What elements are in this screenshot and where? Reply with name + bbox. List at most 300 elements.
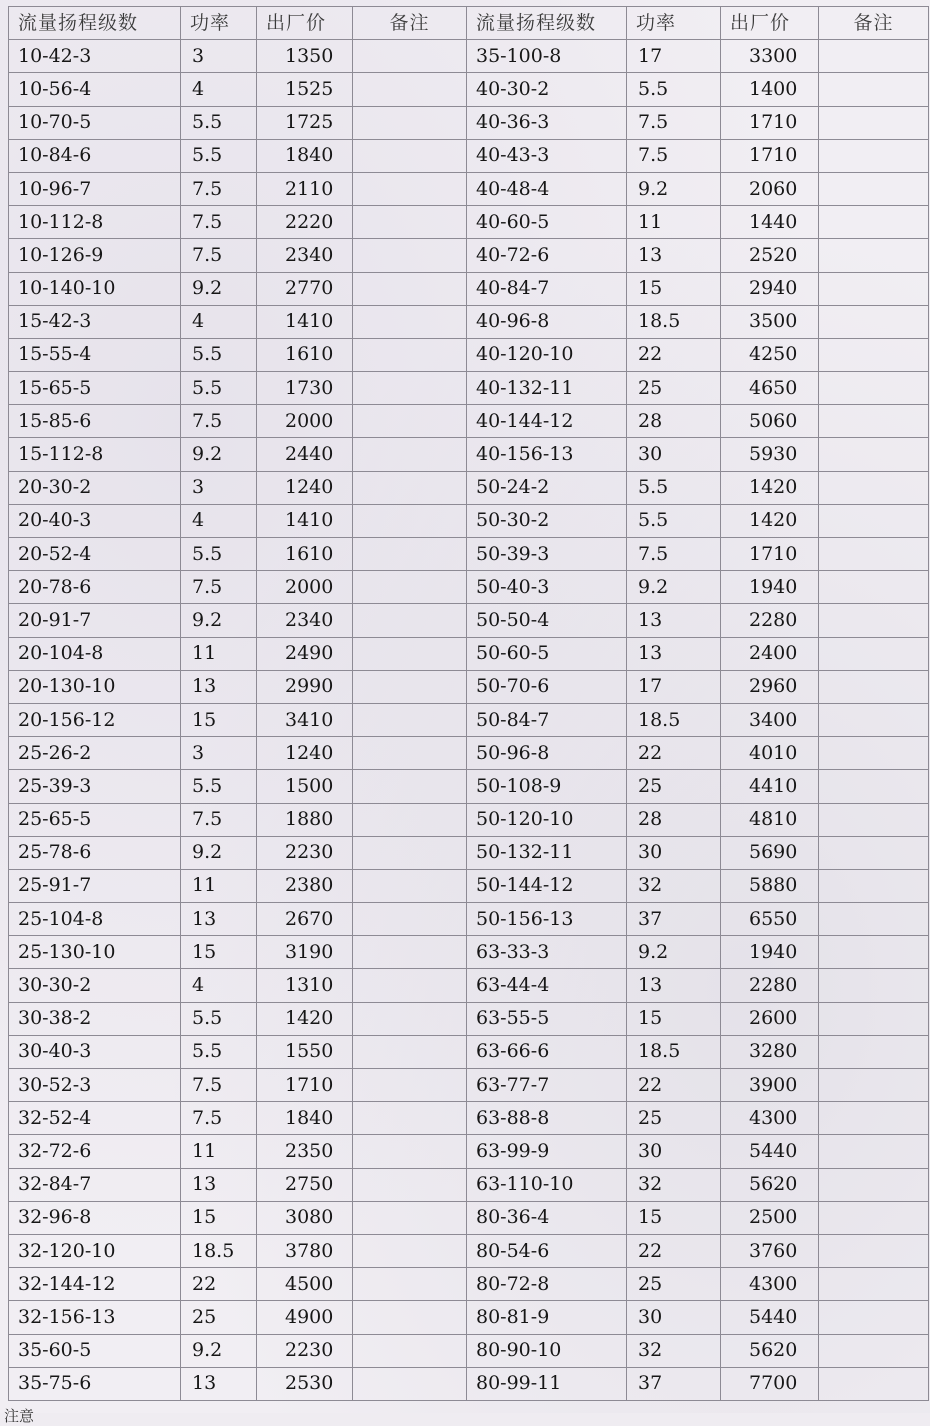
price-cell: 4500 [257, 1268, 353, 1301]
table-row [9, 770, 929, 803]
price-cell: 4900 [257, 1301, 353, 1334]
price-cell: 4410 [721, 770, 819, 803]
remark-cell [353, 803, 467, 836]
remark-cell [819, 670, 929, 703]
price-cell: 2490 [257, 637, 353, 670]
price-cell: 2000 [257, 405, 353, 438]
remark-cell [353, 40, 467, 73]
model-cell: 10-126-9 [9, 239, 181, 272]
power-cell: 15 [181, 703, 257, 736]
power-cell: 7.5 [627, 139, 721, 172]
remark-cell [353, 338, 467, 371]
remark-cell [819, 703, 929, 736]
power-cell: 4 [181, 73, 257, 106]
remark-cell [353, 471, 467, 504]
remark-cell [353, 106, 467, 139]
price-cell: 3400 [721, 703, 819, 736]
price-cell: 2400 [721, 637, 819, 670]
remark-cell [353, 1102, 467, 1135]
price-cell: 1710 [721, 106, 819, 139]
model-cell: 50-120-10 [467, 803, 627, 836]
price-cell: 5620 [721, 1334, 819, 1367]
remark-cell [353, 1069, 467, 1102]
model-cell: 20-40-3 [9, 504, 181, 537]
remark-cell [819, 1135, 929, 1168]
price-cell: 3900 [721, 1069, 819, 1102]
model-cell: 40-43-3 [467, 139, 627, 172]
model-cell: 25-130-10 [9, 936, 181, 969]
table-row [9, 106, 929, 139]
price-cell: 1840 [257, 139, 353, 172]
remark-cell [819, 504, 929, 537]
model-cell: 35-60-5 [9, 1334, 181, 1367]
price-cell: 7700 [721, 1367, 819, 1400]
table-row [9, 1234, 929, 1267]
price-cell: 2380 [257, 869, 353, 902]
model-cell: 50-132-11 [467, 836, 627, 869]
remark-cell [819, 272, 929, 305]
price-cell: 1725 [257, 106, 353, 139]
model-cell: 25-65-5 [9, 803, 181, 836]
table-row [9, 1168, 929, 1201]
model-cell: 40-120-10 [467, 338, 627, 371]
price-cell: 4300 [721, 1268, 819, 1301]
model-cell: 32-52-4 [9, 1102, 181, 1135]
remark-cell [819, 869, 929, 902]
remark-cell [819, 206, 929, 239]
table-row [9, 438, 929, 471]
table-row [9, 1002, 929, 1035]
table-row [9, 637, 929, 670]
power-cell: 4 [181, 305, 257, 338]
remark-cell [353, 1168, 467, 1201]
power-cell: 4 [181, 504, 257, 537]
remark-cell [819, 372, 929, 405]
price-cell: 2500 [721, 1201, 819, 1234]
remark-cell [353, 604, 467, 637]
model-cell: 15-112-8 [9, 438, 181, 471]
power-cell: 17 [627, 670, 721, 703]
power-cell: 5.5 [181, 372, 257, 405]
table-row [9, 239, 929, 272]
table-row [9, 172, 929, 205]
price-cell: 2670 [257, 903, 353, 936]
model-cell: 63-77-7 [467, 1069, 627, 1102]
remark-cell [819, 1367, 929, 1400]
power-cell: 28 [627, 405, 721, 438]
header-remark: 备注 [353, 7, 467, 40]
power-cell: 32 [627, 1168, 721, 1201]
table-row [9, 471, 929, 504]
power-cell: 30 [627, 1301, 721, 1334]
remark-cell [819, 239, 929, 272]
model-cell: 32-144-12 [9, 1268, 181, 1301]
remark-cell [819, 471, 929, 504]
remark-cell [819, 538, 929, 571]
model-cell: 40-48-4 [467, 172, 627, 205]
price-cell: 1410 [257, 305, 353, 338]
remark-cell [353, 571, 467, 604]
power-cell: 7.5 [181, 172, 257, 205]
power-cell: 15 [627, 1002, 721, 1035]
power-cell: 7.5 [181, 206, 257, 239]
power-cell: 9.2 [181, 604, 257, 637]
price-cell: 2220 [257, 206, 353, 239]
price-cell: 2990 [257, 670, 353, 703]
price-cell: 1610 [257, 538, 353, 571]
power-cell: 11 [181, 637, 257, 670]
model-cell: 15-65-5 [9, 372, 181, 405]
remark-cell [353, 1234, 467, 1267]
remark-cell [819, 40, 929, 73]
price-cell: 3080 [257, 1201, 353, 1234]
price-cell: 4250 [721, 338, 819, 371]
model-cell: 50-30-2 [467, 504, 627, 537]
remark-cell [353, 438, 467, 471]
power-cell: 13 [181, 1367, 257, 1400]
remark-cell [353, 504, 467, 537]
price-cell: 1840 [257, 1102, 353, 1135]
power-cell: 9.2 [627, 936, 721, 969]
table-row [9, 1135, 929, 1168]
price-cell: 1310 [257, 969, 353, 1002]
table-row [9, 969, 929, 1002]
power-cell: 11 [181, 869, 257, 902]
price-cell: 1420 [721, 471, 819, 504]
remark-cell [819, 172, 929, 205]
price-cell: 1525 [257, 73, 353, 106]
power-cell: 28 [627, 803, 721, 836]
power-cell: 13 [627, 969, 721, 1002]
remark-cell [819, 770, 929, 803]
power-cell: 3 [181, 737, 257, 770]
page-bottom-fragment [0, 1404, 930, 1425]
price-cell: 3190 [257, 936, 353, 969]
remark-cell [353, 1135, 467, 1168]
price-cell: 1420 [721, 504, 819, 537]
table-row [9, 40, 929, 73]
remark-cell [819, 604, 929, 637]
power-cell: 18.5 [627, 305, 721, 338]
table-row [9, 936, 929, 969]
model-cell: 15-85-6 [9, 405, 181, 438]
header-price: 出厂价 [721, 7, 819, 40]
power-cell: 13 [181, 1168, 257, 1201]
model-cell: 25-39-3 [9, 770, 181, 803]
price-cell: 2600 [721, 1002, 819, 1035]
model-cell: 50-70-6 [467, 670, 627, 703]
price-cell: 1730 [257, 372, 353, 405]
price-cell: 5930 [721, 438, 819, 471]
remark-cell [353, 1002, 467, 1035]
power-cell: 22 [627, 1069, 721, 1102]
price-cell: 2340 [257, 604, 353, 637]
model-cell: 30-40-3 [9, 1035, 181, 1068]
remark-cell [353, 703, 467, 736]
price-cell: 1610 [257, 338, 353, 371]
remark-cell [819, 1301, 929, 1334]
model-cell: 30-30-2 [9, 969, 181, 1002]
header-remark: 备注 [819, 7, 929, 40]
price-cell: 3410 [257, 703, 353, 736]
power-cell: 7.5 [181, 405, 257, 438]
power-cell: 15 [181, 1201, 257, 1234]
model-cell: 50-24-2 [467, 471, 627, 504]
remark-cell [353, 969, 467, 1002]
remark-cell [819, 1201, 929, 1234]
remark-cell [819, 1234, 929, 1267]
power-cell: 13 [181, 670, 257, 703]
model-cell: 40-36-3 [467, 106, 627, 139]
remark-cell [819, 936, 929, 969]
power-cell: 9.2 [627, 172, 721, 205]
model-cell: 30-38-2 [9, 1002, 181, 1035]
model-cell: 80-90-10 [467, 1334, 627, 1367]
remark-cell [819, 637, 929, 670]
remark-cell [819, 106, 929, 139]
header-power: 功率 [181, 7, 257, 40]
remark-cell [819, 405, 929, 438]
model-cell: 32-156-13 [9, 1301, 181, 1334]
power-cell: 7.5 [181, 803, 257, 836]
model-cell: 63-110-10 [467, 1168, 627, 1201]
model-cell: 50-40-3 [467, 571, 627, 604]
table-row [9, 73, 929, 106]
power-cell: 13 [181, 903, 257, 936]
model-cell: 50-108-9 [467, 770, 627, 803]
model-cell: 40-84-7 [467, 272, 627, 305]
remark-cell [353, 836, 467, 869]
remark-cell [353, 139, 467, 172]
table-row [9, 338, 929, 371]
price-cell: 2530 [257, 1367, 353, 1400]
power-cell: 11 [627, 206, 721, 239]
power-cell: 13 [627, 637, 721, 670]
remark-cell [819, 305, 929, 338]
remark-cell [819, 836, 929, 869]
table-row [9, 1367, 929, 1400]
price-cell: 3760 [721, 1234, 819, 1267]
table-row [9, 737, 929, 770]
model-cell: 63-66-6 [467, 1035, 627, 1068]
table-row [9, 1268, 929, 1301]
price-cell: 1940 [721, 571, 819, 604]
remark-cell [819, 1168, 929, 1201]
power-cell: 4 [181, 969, 257, 1002]
remark-cell [353, 305, 467, 338]
power-cell: 5.5 [627, 504, 721, 537]
remark-cell [353, 1035, 467, 1068]
model-cell: 25-26-2 [9, 737, 181, 770]
price-cell: 1710 [721, 538, 819, 571]
table-row [9, 538, 929, 571]
power-cell: 9.2 [181, 1334, 257, 1367]
remark-cell [353, 73, 467, 106]
power-cell: 15 [181, 936, 257, 969]
model-cell: 25-104-8 [9, 903, 181, 936]
power-cell: 37 [627, 1367, 721, 1400]
price-cell: 2440 [257, 438, 353, 471]
price-cell: 5440 [721, 1301, 819, 1334]
table-row [9, 836, 929, 869]
header-row [9, 7, 929, 40]
remark-cell [353, 637, 467, 670]
footer-fragment-text: 注意 [4, 1407, 35, 1425]
price-cell: 4650 [721, 372, 819, 405]
model-cell: 80-36-4 [467, 1201, 627, 1234]
model-cell: 80-54-6 [467, 1234, 627, 1267]
model-cell: 63-44-4 [467, 969, 627, 1002]
remark-cell [353, 272, 467, 305]
model-cell: 63-55-5 [467, 1002, 627, 1035]
power-cell: 5.5 [627, 471, 721, 504]
price-cell: 4810 [721, 803, 819, 836]
power-cell: 18.5 [627, 703, 721, 736]
model-cell: 32-84-7 [9, 1168, 181, 1201]
price-cell: 1710 [721, 139, 819, 172]
power-cell: 22 [627, 1234, 721, 1267]
price-cell: 5440 [721, 1135, 819, 1168]
power-cell: 32 [627, 869, 721, 902]
remark-cell [819, 1035, 929, 1068]
price-cell: 4300 [721, 1102, 819, 1135]
table-row [9, 869, 929, 902]
power-cell: 7.5 [181, 239, 257, 272]
power-cell: 30 [627, 438, 721, 471]
model-cell: 20-78-6 [9, 571, 181, 604]
remark-cell [819, 1334, 929, 1367]
price-cell: 2750 [257, 1168, 353, 1201]
table-row [9, 305, 929, 338]
model-cell: 20-52-4 [9, 538, 181, 571]
remark-cell [353, 538, 467, 571]
model-cell: 50-60-5 [467, 637, 627, 670]
power-cell: 5.5 [181, 338, 257, 371]
power-cell: 9.2 [627, 571, 721, 604]
model-cell: 35-100-8 [467, 40, 627, 73]
power-cell: 22 [181, 1268, 257, 1301]
table-body [9, 40, 929, 1401]
price-cell: 1550 [257, 1035, 353, 1068]
model-cell: 10-140-10 [9, 272, 181, 305]
model-cell: 10-84-6 [9, 139, 181, 172]
remark-cell [353, 869, 467, 902]
price-cell: 5880 [721, 869, 819, 902]
price-cell: 2960 [721, 670, 819, 703]
price-cell: 1400 [721, 73, 819, 106]
power-cell: 3 [181, 471, 257, 504]
power-cell: 7.5 [181, 571, 257, 604]
table-row [9, 1201, 929, 1234]
remark-cell [353, 206, 467, 239]
price-cell: 4010 [721, 737, 819, 770]
power-cell: 9.2 [181, 438, 257, 471]
model-cell: 40-72-6 [467, 239, 627, 272]
power-cell: 5.5 [181, 106, 257, 139]
remark-cell [353, 770, 467, 803]
power-cell: 5.5 [181, 139, 257, 172]
price-cell: 1410 [257, 504, 353, 537]
model-cell: 20-156-12 [9, 703, 181, 736]
header-model: 流量扬程级数 [9, 7, 181, 40]
power-cell: 7.5 [181, 1069, 257, 1102]
model-cell: 15-42-3 [9, 305, 181, 338]
remark-cell [353, 372, 467, 405]
power-cell: 25 [627, 770, 721, 803]
table-row [9, 604, 929, 637]
price-cell: 1240 [257, 737, 353, 770]
model-cell: 35-75-6 [9, 1367, 181, 1400]
remark-cell [819, 803, 929, 836]
table-row [9, 1035, 929, 1068]
power-cell: 18.5 [181, 1234, 257, 1267]
price-cell: 1420 [257, 1002, 353, 1035]
power-cell: 7.5 [627, 538, 721, 571]
price-cell: 1880 [257, 803, 353, 836]
price-cell: 6550 [721, 903, 819, 936]
power-cell: 5.5 [181, 1035, 257, 1068]
price-cell: 2770 [257, 272, 353, 305]
remark-cell [819, 1268, 929, 1301]
remark-cell [353, 172, 467, 205]
model-cell: 40-132-11 [467, 372, 627, 405]
power-cell: 22 [627, 737, 721, 770]
power-cell: 37 [627, 903, 721, 936]
header-power: 功率 [627, 7, 721, 40]
remark-cell [353, 1268, 467, 1301]
table-row [9, 272, 929, 305]
model-cell: 50-50-4 [467, 604, 627, 637]
remark-cell [819, 1102, 929, 1135]
remark-cell [819, 139, 929, 172]
remark-cell [353, 1334, 467, 1367]
price-cell: 1440 [721, 206, 819, 239]
price-cell: 2110 [257, 172, 353, 205]
model-cell: 10-70-5 [9, 106, 181, 139]
table-row [9, 670, 929, 703]
model-cell: 63-99-9 [467, 1135, 627, 1168]
model-cell: 80-99-11 [467, 1367, 627, 1400]
remark-cell [819, 737, 929, 770]
model-cell: 20-30-2 [9, 471, 181, 504]
remark-cell [819, 438, 929, 471]
model-cell: 20-91-7 [9, 604, 181, 637]
model-cell: 32-96-8 [9, 1201, 181, 1234]
power-cell: 15 [627, 272, 721, 305]
remark-cell [353, 936, 467, 969]
price-cell: 3300 [721, 40, 819, 73]
table-row [9, 1102, 929, 1135]
table-row [9, 405, 929, 438]
model-cell: 40-96-8 [467, 305, 627, 338]
remark-cell [353, 903, 467, 936]
remark-cell [819, 1069, 929, 1102]
remark-cell [353, 405, 467, 438]
power-cell: 5.5 [627, 73, 721, 106]
table-row [9, 372, 929, 405]
price-cell: 3500 [721, 305, 819, 338]
remark-cell [353, 1301, 467, 1334]
price-cell: 2340 [257, 239, 353, 272]
price-cell: 3780 [257, 1234, 353, 1267]
model-cell: 20-104-8 [9, 637, 181, 670]
model-cell: 32-120-10 [9, 1234, 181, 1267]
remark-cell [819, 571, 929, 604]
model-cell: 40-144-12 [467, 405, 627, 438]
power-cell: 9.2 [181, 272, 257, 305]
table-row [9, 903, 929, 936]
remark-cell [353, 670, 467, 703]
